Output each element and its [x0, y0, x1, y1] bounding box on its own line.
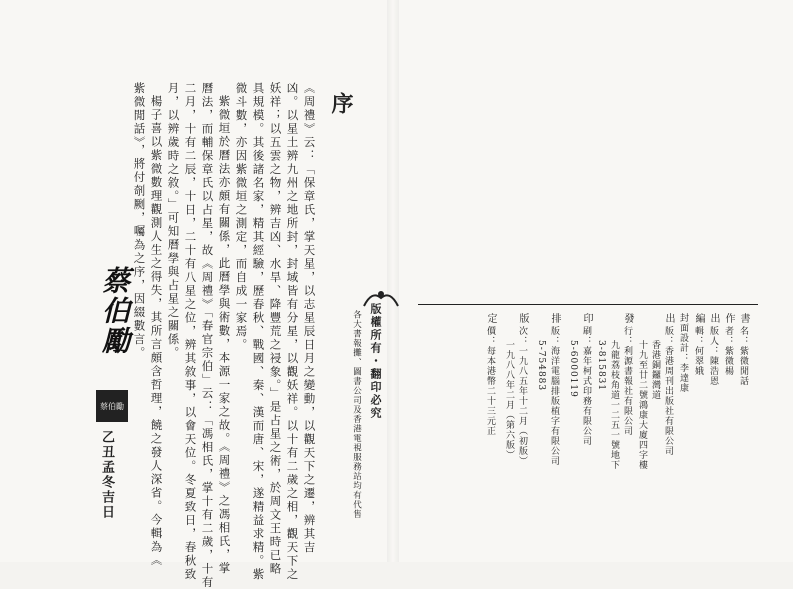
colophon-value: 3-815831: [596, 340, 606, 392]
preface-column: 凶。以星土辨九州之地所封，封域皆有分星，以觀妖祥。以十有二歲之相，觀天下之: [285, 82, 300, 582]
colophon-value: 版：海洋電腦排版植字有限公司: [549, 326, 559, 466]
colophon-label: 作: [723, 313, 734, 325]
colophon-value: 名：紫微閒話: [738, 326, 748, 386]
colophon-value: 刷：嘉年柯式印務有限公司: [581, 326, 591, 446]
colophon-label: 版: [517, 313, 528, 325]
preface-column: 紫微閒話》，將付剞劂，囑為之序，因綴數言。: [132, 82, 147, 360]
colophon-value: 封面設計：李達康: [678, 313, 688, 393]
colophon-label: 定: [485, 313, 496, 325]
seal-stamp: 蔡伯勵: [96, 390, 128, 422]
colophon-value: 一九八八年二月（第六版）: [504, 340, 514, 460]
colophon-value: 5-754883: [536, 340, 546, 392]
colophon-value: 版人：陳浩恩: [708, 326, 718, 386]
colophon-value: 5-6000119: [568, 340, 578, 398]
author-signature: 蔡伯勵: [98, 266, 131, 356]
colophon-value: 版：香港周刊出版社有限公司: [663, 326, 673, 456]
colophon-value: 行：利源書報社有限公司: [622, 326, 632, 436]
colophon-label: 排: [549, 313, 560, 325]
preface-column: 紫微垣於曆法亦頗有關係，此曆學與術數，本源一家之故。《周禮》之馮相氏，掌: [217, 95, 232, 576]
page-fold: [387, 0, 399, 562]
colophon-rule: [418, 304, 758, 305]
colophon-label: 出: [663, 313, 674, 325]
colophon-value: 十九至廿二號鴻康大廈四字樓: [637, 340, 647, 470]
colophon-value: 輯：何翠娥: [693, 326, 703, 376]
colophon-label: 發: [622, 313, 633, 325]
preface-column: 曆法，而輔保章氏以占星，故《周禮》「春官宗伯」云：「馮相氏，掌十有二歲，十有: [200, 82, 215, 589]
sales-notice: 各大書報攤、圖書公司及香港電視服務站均有代售: [351, 310, 362, 519]
colophon-value: 九龍荔枝角道一二五一號地下: [609, 340, 619, 470]
preface-date: 乙丑孟冬吉日: [99, 430, 114, 520]
preface-column: 《周禮》云：「保章氏，掌天星，以志星辰日月之變動，以觀天下之遷，辨其吉: [302, 82, 317, 555]
colophon-label: 編: [693, 313, 704, 325]
preface-column: 微斗數，亦因紫微垣之測定，而自成一家焉。: [234, 82, 249, 352]
preface-title: 序: [328, 92, 354, 116]
colophon-label: 印: [581, 313, 592, 325]
preface-column: 楊子喜以紫微數理觀測人生之得失，其所言頗含哲理，饒之發人深省。今輯為《: [149, 95, 164, 568]
preface-column: 妖祥；以五雲之物，辨吉凶、水旱、降豐荒之祲象。」是占星之術，於周文王時已略: [268, 82, 283, 576]
preface-column: 具規模。其後諸名家，精其經驗，歷春秋、戰國、秦、漢而唐、宋，遂精益求精。紫: [251, 82, 266, 582]
preface-column: 二月，十有二辰，十日，二十有八星之位，辨其敘事，以會天位。冬夏致日，春秋致: [183, 82, 198, 582]
colophon-label: 出: [708, 313, 719, 325]
colophon-value: 香港銅鑼灣道: [650, 340, 660, 400]
colophon-value: 次：一九八五年十二月（初版）: [517, 326, 527, 466]
colophon-value: 價：每本港幣二十三元正: [485, 326, 495, 436]
colophon-value: 者：紫微楊: [723, 326, 733, 376]
preface-column: 月，以辨歲時之敘。」可知曆學與占星之關係。: [166, 82, 181, 360]
rights-notice: 版權所有・翻印必究: [369, 303, 382, 420]
colophon-label: 書: [738, 313, 749, 325]
